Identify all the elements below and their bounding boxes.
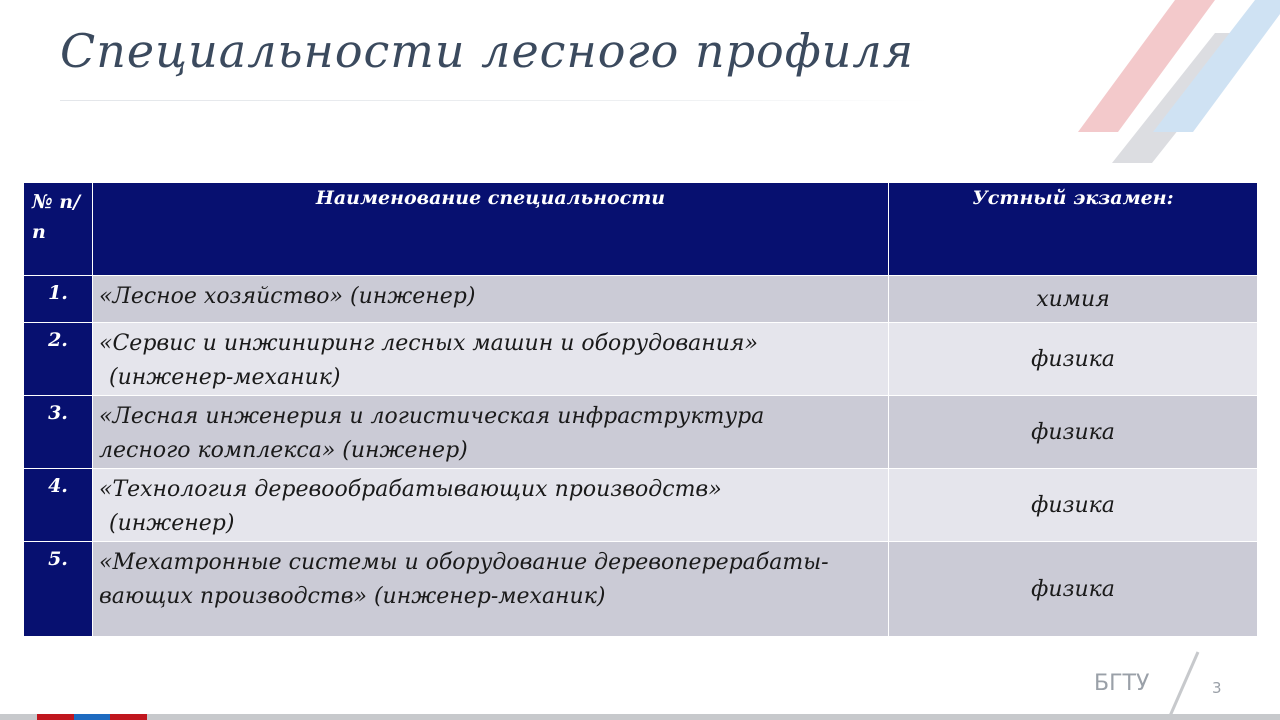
exam-subject: физика bbox=[889, 323, 1258, 396]
specialty-name bbox=[93, 542, 889, 637]
row-number: 5. bbox=[24, 542, 93, 637]
header-oral-exam: Устный экзамен: bbox=[889, 183, 1258, 276]
exam-subject: химия bbox=[889, 276, 1258, 323]
specialty-name-line: «Лесная инженерия и логистическая инфраструктура bbox=[99, 404, 765, 429]
table-row bbox=[24, 469, 1258, 542]
title-divider bbox=[60, 100, 930, 101]
specialty-name-line: вающих производств» (инженер-механик) bbox=[99, 584, 606, 609]
exam-subject: физика bbox=[889, 469, 1258, 542]
exam-subject: физика bbox=[889, 396, 1258, 469]
exam-subject: физика bbox=[889, 542, 1258, 637]
page-number: 3 bbox=[1212, 679, 1222, 697]
bottom-bar-blue-segment bbox=[74, 714, 110, 720]
specialty-name-line: «Технология деревообрабатывающих производств» bbox=[99, 477, 722, 502]
bottom-bar-red-segment bbox=[37, 714, 74, 720]
specialty-name-line: (инженер) bbox=[109, 511, 235, 536]
header-number: № п/п bbox=[24, 183, 93, 276]
row-number: 2. bbox=[24, 323, 93, 396]
specialty-name-line: «Мехатронные системы и оборудование деревоперерабаты- bbox=[99, 550, 829, 575]
bottom-bar-red-segment bbox=[110, 714, 147, 720]
decorative-stripes bbox=[1070, 0, 1280, 165]
specialties-table-container bbox=[23, 182, 1257, 627]
table-header-row bbox=[24, 183, 1258, 276]
table-row bbox=[24, 276, 1258, 323]
specialties-table bbox=[23, 182, 1258, 637]
footer-slash-divider bbox=[1160, 650, 1210, 718]
table-row bbox=[24, 542, 1258, 637]
row-number: 3. bbox=[24, 396, 93, 469]
table-row bbox=[24, 323, 1258, 396]
specialty-name-line: «Сервис и инжиниринг лесных машин и оборудования» bbox=[99, 331, 758, 356]
specialty-name bbox=[93, 396, 889, 469]
row-number: 4. bbox=[24, 469, 93, 542]
specialty-name-line: (инженер-механик) bbox=[109, 365, 341, 390]
specialty-name bbox=[93, 323, 889, 396]
specialty-name-line: «Лесное хозяйство» (инженер) bbox=[99, 284, 476, 309]
bottom-bar bbox=[0, 714, 1280, 720]
page-title: Специальности лесного профиля bbox=[60, 24, 915, 78]
specialty-name bbox=[93, 469, 889, 542]
header-specialty-name: Наименование специальности bbox=[93, 183, 889, 276]
row-number: 1. bbox=[24, 276, 93, 323]
specialty-name bbox=[93, 276, 889, 323]
table-row bbox=[24, 396, 1258, 469]
specialty-name-line: лесного комплекса» (инженер) bbox=[99, 438, 468, 463]
footer-organization: БГТУ bbox=[1094, 671, 1150, 696]
